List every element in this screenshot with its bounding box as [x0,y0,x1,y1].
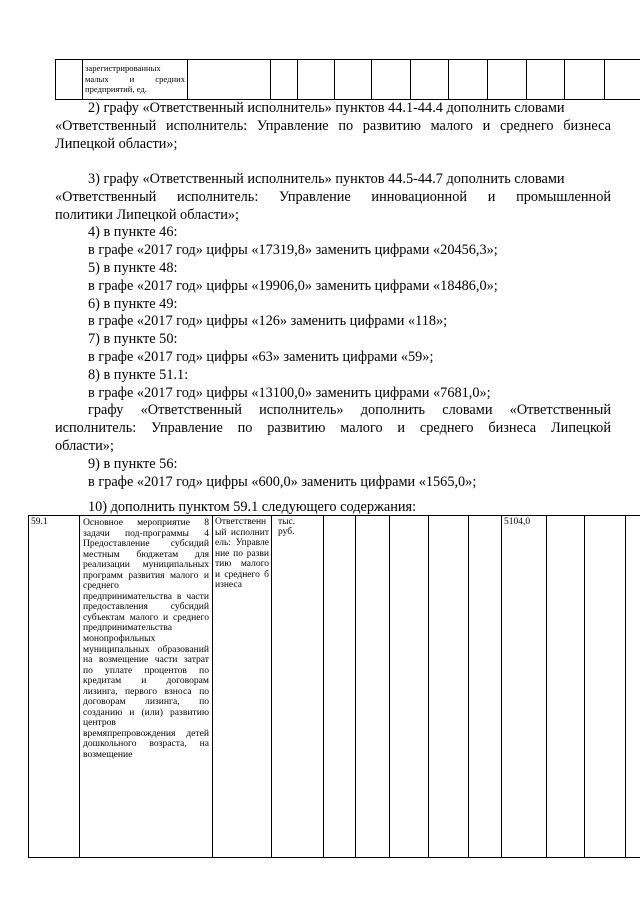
item-5-body: в графе «2017 год» цифры «19906,0» заменить цифрами «18486,0»; [88,278,498,294]
row-number: 59.1 [31,517,48,527]
empty-cell [356,516,390,858]
paragraph-3-line-1: 3) графу «Ответственный исполнитель» пунктов 44.5-44.7 дополнить словами [88,171,565,187]
item-8-extra-line-1: графу «Ответственный исполнитель» дополнить словами «Ответственный [88,402,611,418]
top-table-cell [488,60,527,100]
top-table-cell [188,60,271,100]
empty-cell [324,516,356,858]
paragraph-2-line-2: «Ответственный исполнитель: Управление по развитию малого и среднего бизнеса [55,118,611,134]
top-table-cell [411,60,449,100]
item-7-body: в графе «2017 год» цифры «63» заменить цифрами «59»; [88,349,434,365]
row-number-cell [29,516,80,858]
item-7-head: 7) в пункте 50: [88,331,178,347]
paragraph-3-line-3: политики Липецкой области»; [55,207,239,223]
item-4-body: в графе «2017 год» цифры «17319,8» заменить цифрами «20456,3»; [88,242,498,258]
activity-description: Основное мероприятие 8 задачи под-программы 4 Предоставление субсидий местным бюджетам для реализации муниципальных программ развития малого и среднего предпринимательства в части предоставления субсидий субъектам малого и среднего предпринимательства монопрофильных муниципальных образований на возмещение части затрат по уплате процентов по кредитам и договорам лизинга, первого взноса по договорам лизинга, по созданию и (или) развитию центров времяпрепровождения детей дошкольного возраста, на возмещение [83,517,209,761]
item-8-body: в графе «2017 год» цифры «13100,0» заменить цифрами «7681,0»; [88,385,491,401]
top-table-cell [335,60,372,100]
value-2017: 5104,0 [504,517,531,527]
item-6-body: в графе «2017 год» цифры «126» заменить цифрами «118»; [88,313,448,329]
item-5-head: 5) в пункте 48: [88,260,178,276]
top-table-cell [605,60,640,100]
top-table-cell [449,60,488,100]
description-cell [80,516,213,858]
item-4-head: 4) в пункте 46: [88,224,178,240]
item-6-head: 6) в пункте 49: [88,296,178,312]
top-table-indicator-cell [83,60,188,100]
top-table-cell [527,60,565,100]
empty-cell [390,516,429,858]
empty-cell [469,516,502,858]
empty-cell [429,516,469,858]
item-9-head: 9) в пункте 56: [88,456,178,472]
top-table-fragment [55,59,640,100]
item-8-extra-line-3: области»; [55,438,114,454]
top-table-cell [271,60,298,100]
empty-cell [626,516,640,858]
item-10-head: 10) дополнить пунктом 59.1 следующего содержания: [88,499,417,515]
paragraph-3-line-2: «Ответственный исполнитель: Управление инновационной и промышленной [55,189,611,205]
top-table-cell [372,60,411,100]
top-table-cell [565,60,605,100]
empty-cell [547,516,585,858]
top-table-cell [298,60,335,100]
top-table-cell [56,60,83,100]
paragraph-2-line-3: Липецкой области»; [55,136,178,152]
item-9-body: в графе «2017 год» цифры «600,0» заменить цифрами «1565,0»; [88,474,477,490]
paragraph-2-line-1: 2) графу «Ответственный исполнитель» пунктов 44.1-44.4 дополнить словами [88,100,565,116]
item-8-head: 8) в пункте 51.1: [88,367,189,383]
unit-of-measure: тыс. руб. [278,517,296,538]
responsible-cell [213,516,272,858]
responsible-executor: Ответственный исполнитель: Управление по развитию малого и среднего бизнеса [215,517,269,590]
unit-cell [272,516,324,858]
empty-cell [585,516,626,858]
value-cell [502,516,547,858]
bottom-table [28,515,640,858]
item-8-extra-line-2: исполнитель: Управление по развитию малого и среднего бизнеса Липецкой [55,420,611,436]
top-table-indicator-text: зарегистрированных малых и средних предприятий, ед. [85,63,185,94]
